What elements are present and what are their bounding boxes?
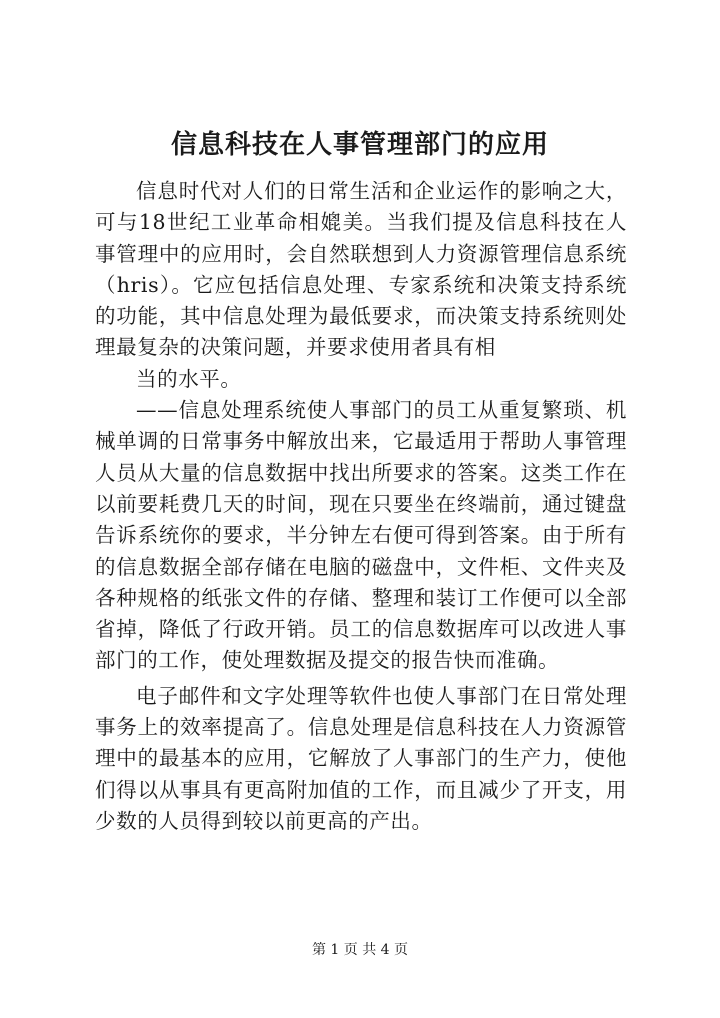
paragraph-1: 信息时代对人们的日常生活和企业运作的影响之大，可与18世纪工业革命相媲美。当我们提及信息科技在人事管理中的应用时，会自然联想到人力资源管理信息系统（hris）。它应包括信息处理、专家系统和决策支持系统的功能，其中信息处理为最低要求，而决策支持系统则处理最复杂的决策问题，并要求使用者具有相 <box>95 179 627 360</box>
document-title: 信息科技在人事管理部门的应用 <box>170 130 549 160</box>
page-footer: 第 1 页 共 4 页 <box>311 942 409 958</box>
paragraph-2: 当的水平。 <box>136 366 242 391</box>
paragraph-3: ——信息处理系统使人事部门的员工从重复繁琐、机械单调的日常事务中解放出来，它最适用于帮助人事管理人员从大量的信息数据中找出所要求的答案。这类工作在以前要耗费几天的时间，现在只要坐在终端前，通过键盘告诉系统你的要求，半分钟左右便可得到答案。由于所有的信息数据全部存储在电脑的磁盘中，文件柜、文件夹及各种规格的纸张文件的存储、整理和装订工作便可以全部省掉，降低了行政开销。员工的信息数据库可以改进人事部门的工作，使处理数据及提交的报告快而准确。 <box>95 398 627 673</box>
paragraph-4: 电子邮件和文字处理等软件也使人事部门在日常处理事务上的效率提高了。信息处理是信息科技在人力资源管理中的最基本的应用，它解放了人事部门的生产力，使他们得以从事具有更高附加值的工作，而且减少了开支，用少数的人员得到较以前更高的产出。 <box>95 683 627 833</box>
document-body <box>95 176 627 837</box>
